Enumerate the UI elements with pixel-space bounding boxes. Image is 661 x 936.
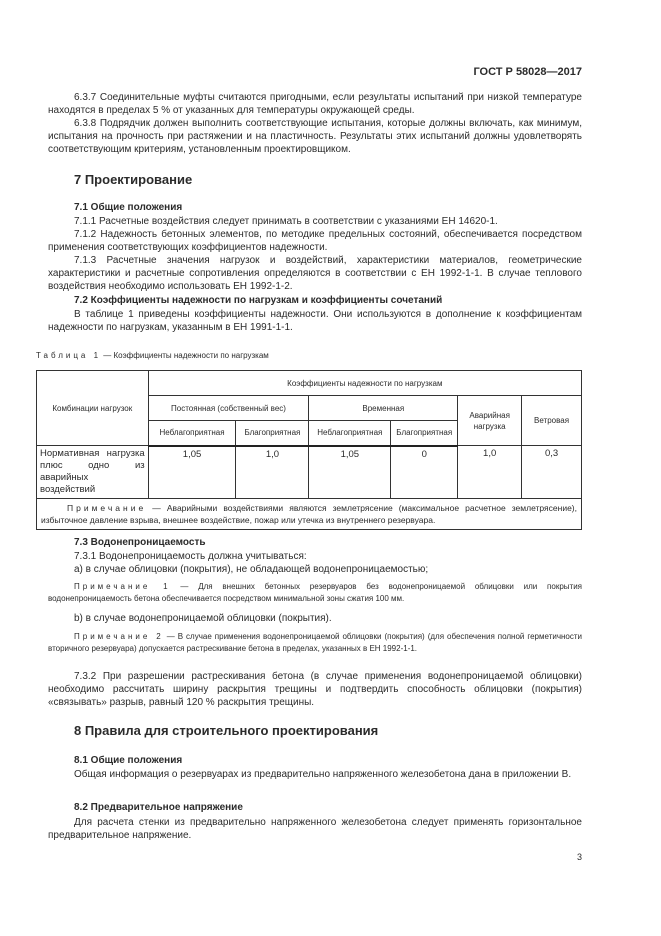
paragraph-7-2: В таблице 1 приведены коэффициенты надежности. Они используются в дополнение к коэффициентам надежности по нагрузкам, указанным в ЕН 1991-1-1. xyxy=(48,309,582,333)
header-accidental: Аварийная нагрузка xyxy=(458,396,522,446)
header-group: Коэффициенты надежности по нагрузкам xyxy=(148,371,581,396)
section-7-1-heading: 7.1 Общие положения xyxy=(74,202,183,213)
page-number: 3 xyxy=(576,852,582,862)
paragraph-7-1-1: 7.1.1 Расчетные воздействия следует принимать в соответствии с указаниями ЕН 14620-1. xyxy=(74,216,498,227)
section-7-2-heading: 7.2 Коэффициенты надежности по нагрузкам и коэффициенты сочетаний xyxy=(74,295,443,306)
subheader: Благоприятная xyxy=(391,421,458,446)
load-factors-table xyxy=(36,370,582,530)
note-2-text: — В случае применения водонепроницаемой облицовки (покрытия) (для обеспечения полной герметичности вторичного резервуара) допускается растрескивание бетона в пределах, указанных в ЕН 1992-1-1. xyxy=(48,632,582,653)
paragraph-7-3-2: 7.3.2 При разрешении растрескивания бетона (в случае применения водонепроницаемой облицовки) необходимо рассчитать ширину раскрытия трещины и подтвердить способность облицовки (покрытия) «связывать» разрыв, равный 120 % раскрытия трещины. xyxy=(48,671,582,708)
section-8-1-heading: 8.1 Общие положения xyxy=(74,755,183,766)
list-item-b: b) в случае водонепроницаемой облицовки (покрытия). xyxy=(74,613,332,624)
note-2-label: Примечание 2 xyxy=(74,632,164,641)
cell-value: 1,05 xyxy=(309,446,391,499)
header-wind: Ветровая xyxy=(522,396,582,446)
section-8-2-heading: 8.2 Предварительное напряжение xyxy=(74,802,243,813)
note-2 xyxy=(48,631,582,655)
table-note xyxy=(37,499,582,530)
table-caption-label: Таблица 1 xyxy=(36,351,102,360)
table-caption-text: — Коэффициенты надежности по нагрузкам xyxy=(101,351,269,360)
cell-value: 1,0 xyxy=(236,446,309,499)
subheader: Неблагоприятная xyxy=(309,421,391,446)
table-row xyxy=(37,446,582,499)
paragraph-8-1: Общая информация о резервуарах из предварительно напряженного железобетона дана в приложении В. xyxy=(74,769,572,780)
subheader: Благоприятная xyxy=(236,421,309,446)
paragraph-7-1-2: 7.1.2 Надежность бетонных элементов, по методике предельных состояний, обеспечивается посредством применения соответствующих коэффициентов надежности. xyxy=(48,229,582,253)
subheader: Неблагоприятная xyxy=(148,421,236,446)
paragraph-7-3-1: 7.3.1 Водонепроницаемость должна учитываться: xyxy=(74,551,307,562)
cell-value: 0,3 xyxy=(522,446,582,499)
cell-value: 1,05 xyxy=(148,446,236,499)
paragraph-8-2: Для расчета стенки из предварительно напряженного железобетона следует применять горизонтальное предварительное напряжение. xyxy=(48,817,582,841)
section-7-3-heading: 7.3 Водонепроницаемость xyxy=(74,537,206,548)
table-note-label: Примечание xyxy=(67,503,147,513)
row-label: Нормативная нагрузка плюс одно из аварийных воздействий xyxy=(37,446,149,499)
table-note-text: — Аварийными воздействиями являются землетрясение (максимальное расчетное землетрясение), избыточное давление взрыва, внешнее воздействие, пожар или утечка из внутреннего резервуара. xyxy=(41,503,577,525)
header-combinations: Комбинации нагрузок xyxy=(37,371,149,446)
paragraph-6-3-7: 6.3.7 Соединительные муфты считаются пригодными, если результаты испытаний при низкой температуре находятся в пределах 5 % от указанных для температуры окружающей среды. xyxy=(48,92,582,116)
paragraph-7-1-3: 7.1.3 Расчетные значения нагрузок и воздействий, характеристики материалов, геометрические характеристики и расчетные сопротивления определяются в соответствии с ЕН 1992-1-1. В случае теплового воздействия необходимо использовать ЕН 1992-1-2. xyxy=(48,255,582,292)
header-permanent: Постоянная (собственный вес) xyxy=(148,396,309,421)
document-header: ГОСТ Р 58028—2017 xyxy=(473,66,582,78)
header-temporary: Временная xyxy=(309,396,458,421)
list-item-a: а) в случае облицовки (покрытия), не обладающей водонепроницаемостью; xyxy=(74,564,429,575)
cell-value: 1,0 xyxy=(458,446,522,499)
section-8-heading: 8 Правила для строительного проектирования xyxy=(74,723,379,738)
cell-value: 0 xyxy=(391,446,458,499)
note-1-label: Примечание 1 xyxy=(74,582,171,591)
section-7-heading: 7 Проектирование xyxy=(74,172,193,187)
paragraph-6-3-8: 6.3.8 Подрядчик должен выполнить соответствующие испытания, которые должны включать, как минимум, испытания на прочность при растяжении и на пластичность. Результаты этих испытаний должны удовлетворять соответствующим критериям, установленным проектировщиком. xyxy=(48,118,582,155)
note-1-text: — Для внешних бетонных резервуаров без водонепроницаемой облицовки или покрытия водонепроницаемость бетона обеспечивается посредством минимальной зоны сжатия 100 мм. xyxy=(48,582,582,603)
note-1 xyxy=(48,581,582,605)
table-caption xyxy=(36,350,570,362)
